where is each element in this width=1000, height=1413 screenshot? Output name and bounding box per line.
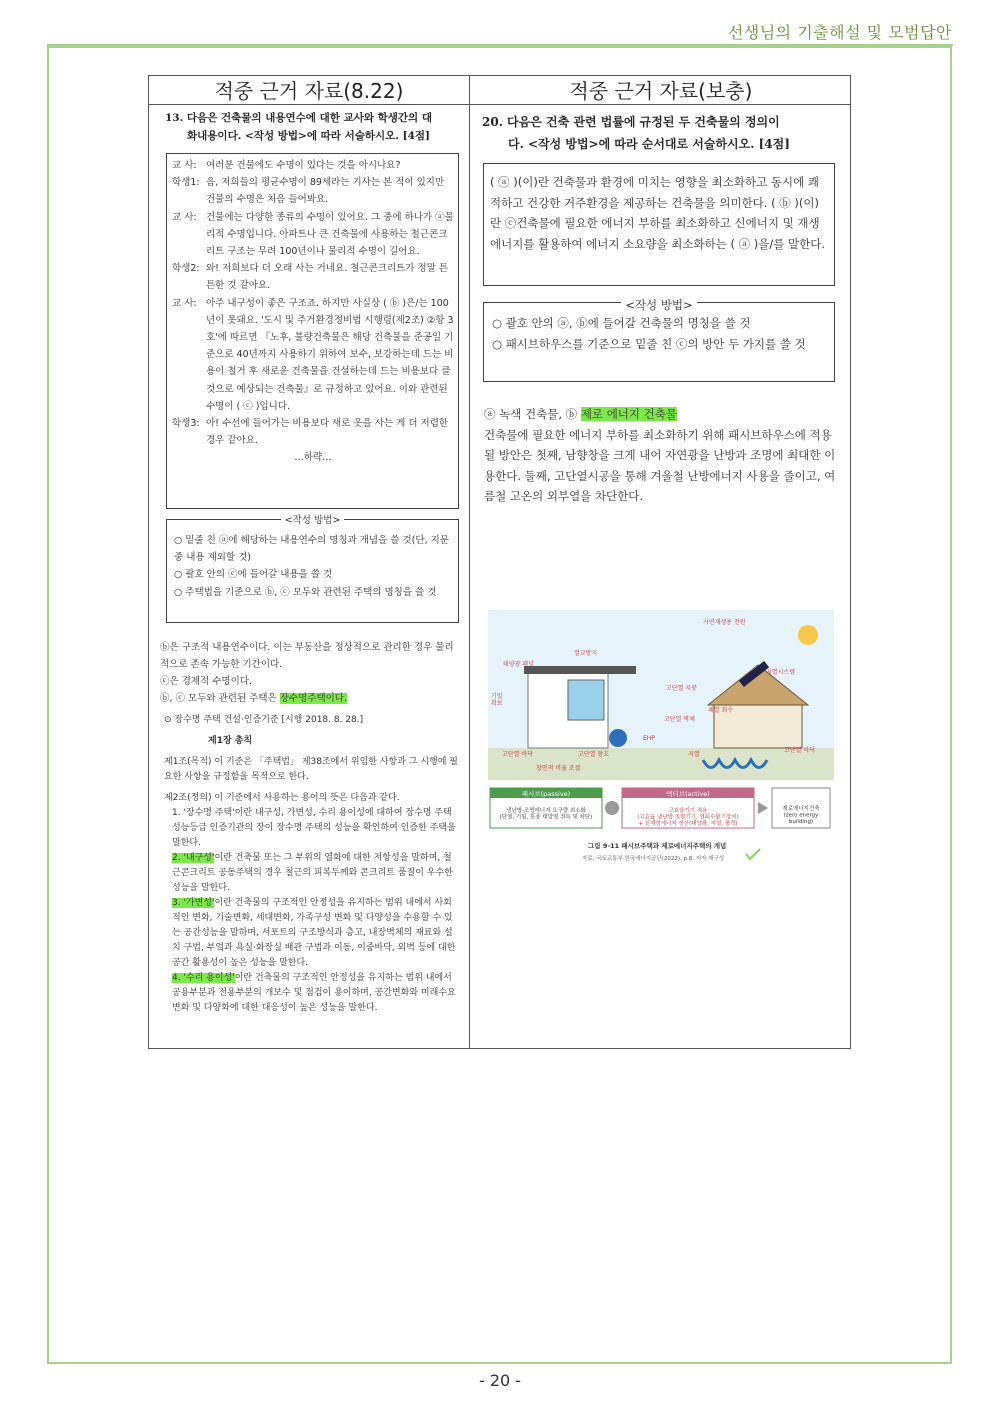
dialogue-line [172,295,454,415]
dialogue-text: 여러분 건물에도 수명이 있다는 것을 아시나요? [206,160,401,171]
definition-2: 2. '내구성'이란 건축물 또는 그 부위의 열화에 대한 저항성을 말하며, 철근콘크리트 공동주택의 경우 철근의 피복두께와 콘크리트 품질이 우수한 성능을 말한다. [172,853,453,893]
label-solar-collect: 열교방지 [574,650,598,657]
arrow-icon [758,802,768,814]
label-window: 고단열 창호 [578,751,609,758]
label-insulated-floor-left: 고단열 바닥 [502,751,533,758]
chapter-title: 제1장 총칙 [208,736,253,746]
answer-3: ⓑ, ⓒ 모두와 관련된 주택은 장수명주택이다. [160,693,347,704]
dialogue-line [172,260,454,294]
label-heat-recovery: 폐열 회수 [708,707,734,714]
right-method-2: ○ 패시브하우스를 기준으로 밑줄 친 ⓒ의 방안 두 가지를 쓸 것 [492,336,806,351]
article-1: 제1조(목적) 이 기준은 「주택법」 제38조에서 위임한 사항과 그 시행에 필요한 사항을 규정함을 목적으로 한다. [164,757,458,782]
diagram-svg [488,610,834,865]
header-title: 선생님의 기출해설 및 모범답안 [727,23,952,42]
left-question: 13. 다음은 건축물의 내용연수에 대한 교사와 학생간의 대 화내용이다. <작성 방법>에 따라 서술하시오. [4점] [165,112,433,142]
reference-text [164,713,460,1016]
car-icon [609,729,627,747]
dialogue-line [172,174,454,208]
definition-text: ( ⓐ )(이)란 건축물과 환경에 미치는 영향을 최소화하고 동시에 쾌적하고 건강한 거주환경을 제공하는 건축물을 의미한다. ( ⓑ )(이)란 ⓒ건축물에 필요한 에너지 부하를 최소화하고 신에너지 및 재생에너지를 활용하여 에너지 소요량을 최소화하는 ( ⓐ )을/를 말한다. [490,175,825,251]
passive-title: 패시브(passive) [521,790,571,798]
left-method-1: ○ 밑줄 친 ⓐ에 해당하는 내용연수의 명칭과 개념을 쓸 것(단, 지문 중 내용 제외할 것) [174,535,449,564]
sun-icon [798,625,818,645]
left-answer [160,639,460,707]
label-renewable: 자연재생용 전원 [703,619,746,626]
label-solar-system: 지열시스템 [766,669,795,676]
label-insulated-floor: 고단열 바닥 [784,747,815,754]
dialogue-text: 음, 저희들의 평균수명이 89세라는 기사는 본 적이 있지만 건물의 수명은 처음 들어봐요. [206,177,445,206]
dialogue-speaker: 교 사: [172,297,197,309]
active-title: 액티브(active) [666,790,710,798]
definition-3: 3. '가변성'이란 건축물의 구조적인 안정성을 유지하는 범위 내에서 사회적인 변화, 기술변화, 세대변화, 가족구성 변화 및 다양성을 수용할 수 있는 공간성능을 말하며, 서포트의 구조방식과 층고, 내장벽체의 재료와 설치 구법, 부엌과 욕실·화장실 배관 구법과 이동, 이중바닥, 외벽 등에 대한 공간 활용성이 높은 성능을 말한다. [172,898,456,968]
dialogue-text: 건물에는 다양한 종류의 수명이 있어요. 그 중에 하나가 ⓐ물리적 수명입니다. 아파트나 큰 건축물에 사용하는 철근콘크리트 구조는 무려 100년이나 물리적 수명이 길어요. [206,211,454,258]
dialogue-speaker: 교 사: [172,160,197,171]
label-insulated-roof: 고단열 지붕 [666,685,697,692]
dialogue-line [172,157,454,174]
right-heading: 적중 근거 자료(보충) [569,79,753,103]
right-method-box [483,298,835,382]
diagram-caption: 그림 9-11 패시브주택과 제로에너지주택의 개념 [588,842,727,850]
left-method-2: ○ 괄호 안의 ⓒ에 들어갈 내용을 쓸 것 [174,569,333,581]
label-insulated-wall: 고단열 벽체 [664,716,695,723]
left-method-label: <작성 방법> [281,515,345,526]
definition-box [483,163,835,286]
right-method-1: ○ 괄호 안의 ⓐ, ⓑ에 들어갈 건축물의 명칭을 쓸 것 [492,316,751,330]
zeb-label: 제로에너지건축 (zero energy building) [782,806,820,826]
house-window [568,680,604,720]
left-heading: 적중 근거 자료(8.22) [214,79,404,103]
label-facade: 창면적 비율 조절 [536,765,581,772]
label-ehp: EHP [643,735,655,742]
page-number: - 20 - [478,1371,522,1390]
left-column [149,105,469,1048]
passive-house-diagram [488,610,834,865]
label-airtight: 기밀 확보 [491,693,503,708]
label-geothermal: 지열 [688,751,700,758]
diagram-source: 자료: 국토교통부·한국에너지공단(2022), p.8. 저자 재구성 [582,856,725,862]
dialogue-text: 아주 내구성이 좋은 구조죠. 하지만 사실상 ( ⓑ )은/는 100년이 못돼요. '도시 및 주거환경정비법 시행령(제2조) ②항 3호'에 따르면 『노후, 불량건축물은 해당 건축물을 준공일 기준으로 40년까지 사용하기 위하여 보수, 보강하는데 드는 비용이 철거 후 새로운 건축물을 건설하는데 드는 비용보다 클 것으로 예상되는 건축물』로 규정하고 있어요. 이와 관련된 수명이 ( ⓒ )입니다. [206,297,454,412]
dialogue-speaker: 학생2: [172,263,200,275]
right-method-label: <작성 방법> [621,298,696,312]
left-method-3: ○ 주택법을 기준으로 ⓑ, ⓒ 모두와 관련된 주택의 명칭을 쓸 것 [174,586,437,598]
plus-icon [605,801,619,815]
right-answer: ⓐ 녹색 건축물, ⓑ 제로 에너지 건축물 건축물에 필요한 에너지 부하를 최소화하기 위해 패시브하우스에 적용될 방안은 첫째, 남향창을 크게 내어 자연광을 난방과 조명에 최대한 이용한다. 둘째, 고단열시공을 통해 겨울철 난방에너지 사용을 줄이고, 여름철 고온의 외부열을 차단한다. [484,407,836,503]
dialogue-line [172,415,454,449]
dialogue-line [172,209,454,261]
label-solar-panel: 태양광 패널 [503,661,534,668]
content-table [148,75,851,1049]
ground [488,748,834,780]
right-question: 20. 다음은 건축 관련 법률에 규정된 두 건축물의 정의이 다. <작성 방법>에 따라 순서대로 서술하시오. [4점] [482,115,790,151]
answer-1: ⓑ은 구조적 내용연수이다. 이는 부동산을 정상적으로 관리한 경우 물리적으로 존속 가능한 기간이다. [160,642,454,670]
dialogue-speaker: 학생3: [172,418,200,430]
house-roof [524,666,636,674]
left-method-box [166,515,459,623]
dialogue-box [166,153,459,509]
dialogue-text: 아! 수선에 들어가는 비용보다 새로 옷을 사는 게 더 저렴한 경우 같아요. [206,418,449,447]
right-column [470,105,852,1048]
definition-1: 1. '장수명 주택'이란 내구성, 가변성, 수리 용이성에 대하여 장수명 주택 성능등급 인증기관의 장이 장수명 주택의 성능을 확인하여 인증한 주택을 말한다. [172,808,456,848]
dialogue [172,157,454,467]
check-mark-icon [746,849,760,859]
dialogue-text: 와! 저희보다 더 오래 사는 거네요. 철근콘크리트가 정말 튼튼한 것 같아요. [206,263,449,292]
active-desc: 고효율기기 적용 (고효율 냉난방·조명기기, 열회수환기장치) + 신재생에너지 생산(태양광, 지열, 풍력) [637,808,739,828]
dialogue-speaker: 교 사: [172,211,197,223]
passive-desc: 냉난방·조명에너지 요구량 최소화 (단열, 기밀, 통풍 태양열 취득 및 차단) [499,808,593,821]
answer-2: ⓒ은 경제적 수명이다. [160,676,252,687]
article-2: 제2조(정의) 이 기준에서 사용하는 용어의 뜻은 다음과 같다. [164,793,400,803]
dialogue-speaker: 학생1: [172,177,200,189]
ref-title: ⊙ 장수명 주택 건설·인증기준 [시행 2018. 8. 28.] [164,715,364,725]
definition-4: 4. '수리 용이성'이란 건축물의 구조적인 안정성을 유지하는 범위 내에서 공용부분과 전용부분의 개보수 및 점검이 용이하며, 공간변화와 미래수요변화 및 다양화에 대한 대응성이 높은 성능을 말한다. [172,973,456,1013]
dialogue-end: …하략… [294,452,332,464]
